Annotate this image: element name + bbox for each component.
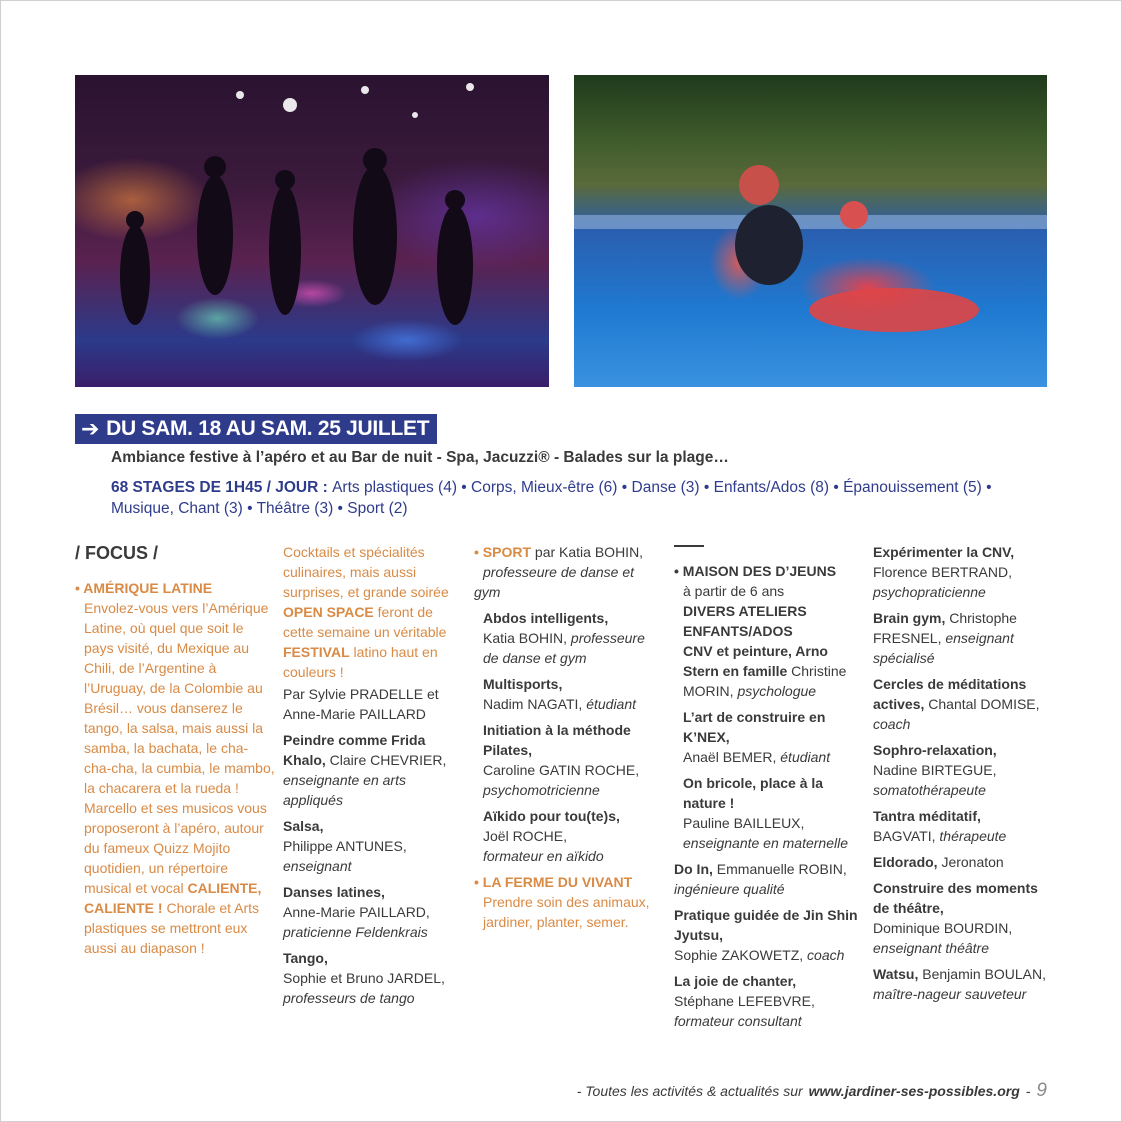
festival-text: FESTIVAL [283,644,350,660]
open-space-text: OPEN SPACE [283,604,374,620]
list-item: Initiation à la méthode Pilates, Caroline GATIN ROCHE, psychomotricienne [483,722,640,798]
list-item: Abdos intelligents, Katia BOHIN, professeure de danse et gym [483,610,645,666]
column-4 [674,542,859,1037]
list-item: Aïkido pour tou(te)s, Joël ROCHE, formateur en aïkido [483,808,620,864]
list-item: Construire des moments de théâtre, Dominique BOURDIN, enseignant théâtre [873,880,1038,956]
website-link[interactable]: www.jardiner-ses-possibles.org [808,1083,1020,1099]
list-item: Pratique guidée de Jin Shin Jyutsu, Sophie ZAKOWETZ, coach [674,907,858,963]
section-divider [674,545,704,547]
list-item: Eldorado, Jeronaton [873,854,1004,870]
arrow-right-icon: ➔ [81,416,100,441]
list-item: La joie de chanter, Stéphane LEFEBVRE, formateur consultant [674,973,815,1029]
stages-list: Arts plastiques (4) • Corps, Mieux-être (6) • Danse (3) • Enfants/Ados (8) • Épanouissement (5) • Musique, Chant (3) • Théâtre (3) • Sport (2) [111,479,992,517]
focus-continued-3: latino haut en couleurs ! [283,644,438,680]
list-item: Tango, Sophie et Bruno JARDEL, professeurs de tango [283,950,445,1006]
ferme-text: Prendre soin des animaux, jardiner, planter, semer. [483,894,650,930]
focus-head: • AMÉRIQUE LATINE [75,580,213,596]
sport-head: • SPORT [474,544,532,560]
subtitle: Ambiance festive à l’apéro et au Bar de nuit - Spa, Jacuzzi® - Balades sur la plage… [111,449,729,466]
list-item: Watsu, Benjamin BOULAN, maître-nageur sauveteur [873,966,1046,1002]
column-2 [283,542,463,1014]
focus-paragraph-1: Envolez-vous vers l’Amérique Latine, où quel que soit le pays visité, du Mexique au Chili, de l’Argentine à l’Uruguay, de la Colombie au Brésil… vous danserez le tango, la salsa, mais aussi la samba, la bachata, le cha-cha-cha, la cumbia, le mambo, la chacarera et la rueda ! Marcello et ses musicos vous proposeront à l’apéro, autour du fameux Quizz Mojito quotidien, un répertoire musical et vocal [84,600,275,896]
list-item: Danses latines, Anne-Marie PAILLARD, praticienne Feldenkrais [283,884,430,940]
list-item: Tantra méditatif, BAGVATI, thérapeute [873,808,1007,844]
stages-summary [111,477,1041,519]
caliente-text: CALIENTE, CALIENTE ! [84,880,262,916]
list-item: Peindre comme Frida Khalo, Claire CHEVRIER, enseignante en arts appliqués [283,732,447,808]
sport-section: • SPORT par Katia BOHIN, professeure de danse et gym [474,544,644,600]
column-3 [474,542,654,938]
focus-column [75,578,275,958]
footer [577,1080,1047,1102]
focus-paragraph-2: Chorale et Arts plastiques se mettront eux aussi au diapason ! [84,900,260,956]
focus-continued-1: Cocktails et spécialités culinaires, mais aussi surprises, et grande soirée [283,544,449,600]
maison-ateliers: DIVERS ATELIERS ENFANTS/ADOS [683,603,807,639]
date-heading [75,414,437,444]
maison-age: à partir de 6 ans [683,583,785,599]
dance-party-photo [75,75,549,387]
dance-silhouettes [75,75,549,387]
stages-label: 68 STAGES DE 1H45 / JOUR : [111,479,333,496]
list-item: On bricole, place à la nature ! Pauline BAILLEUX, enseignante en maternelle [683,775,849,851]
list-item: Multisports, Nadim NAGATI, étudiant [483,676,637,712]
list-item: L’art de construire en K’NEX, Anaël BEMER, étudiant [683,709,831,765]
ferme-section [474,872,654,932]
date-heading-title: DU SAM. 18 AU SAM. 25 JUILLET [106,417,430,440]
page-number: 9 [1036,1080,1047,1101]
footer-text: - Toutes les activités & actualités sur [576,1083,803,1099]
list-item: Salsa, Philippe ANTUNES, enseignant [283,818,407,874]
footer-dash: - [1025,1083,1031,1099]
list-item: Brain gym, Christophe FRESNEL, enseignant spécialisé [873,610,1017,666]
list-item: Expérimenter la CNV, Florence BERTRAND, psychopraticienne [873,544,1015,600]
focus-continued-2: feront de cette semaine un véritable [283,604,447,640]
list-item: Cercles de méditations actives, Chantal DOMISE, coach [873,676,1040,732]
pool-watsu-photo [574,75,1047,387]
list-item: Do In, Emmanuelle ROBIN, ingénieure qualité [674,861,847,897]
maison-head: • MAISON DES D’JEUNS [674,563,837,579]
list-item: Sophro-relaxation, Nadine BIRTEGUE, somatothérapeute [873,742,997,798]
maison-section: • MAISON DES D’JEUNS à partir de 6 ans DIVERS ATELIERS ENFANTS/ADOS CNV et peinture, Arno Stern en famille Christine MORIN, psychologue [674,563,847,699]
column-5 [873,542,1058,1010]
focus-title: / FOCUS / [75,543,159,563]
pool-figures [574,75,1047,387]
col2-by: Par Sylvie PRADELLE et Anne-Marie PAILLARD [283,686,439,722]
ferme-head: • LA FERME DU VIVANT [474,874,633,890]
